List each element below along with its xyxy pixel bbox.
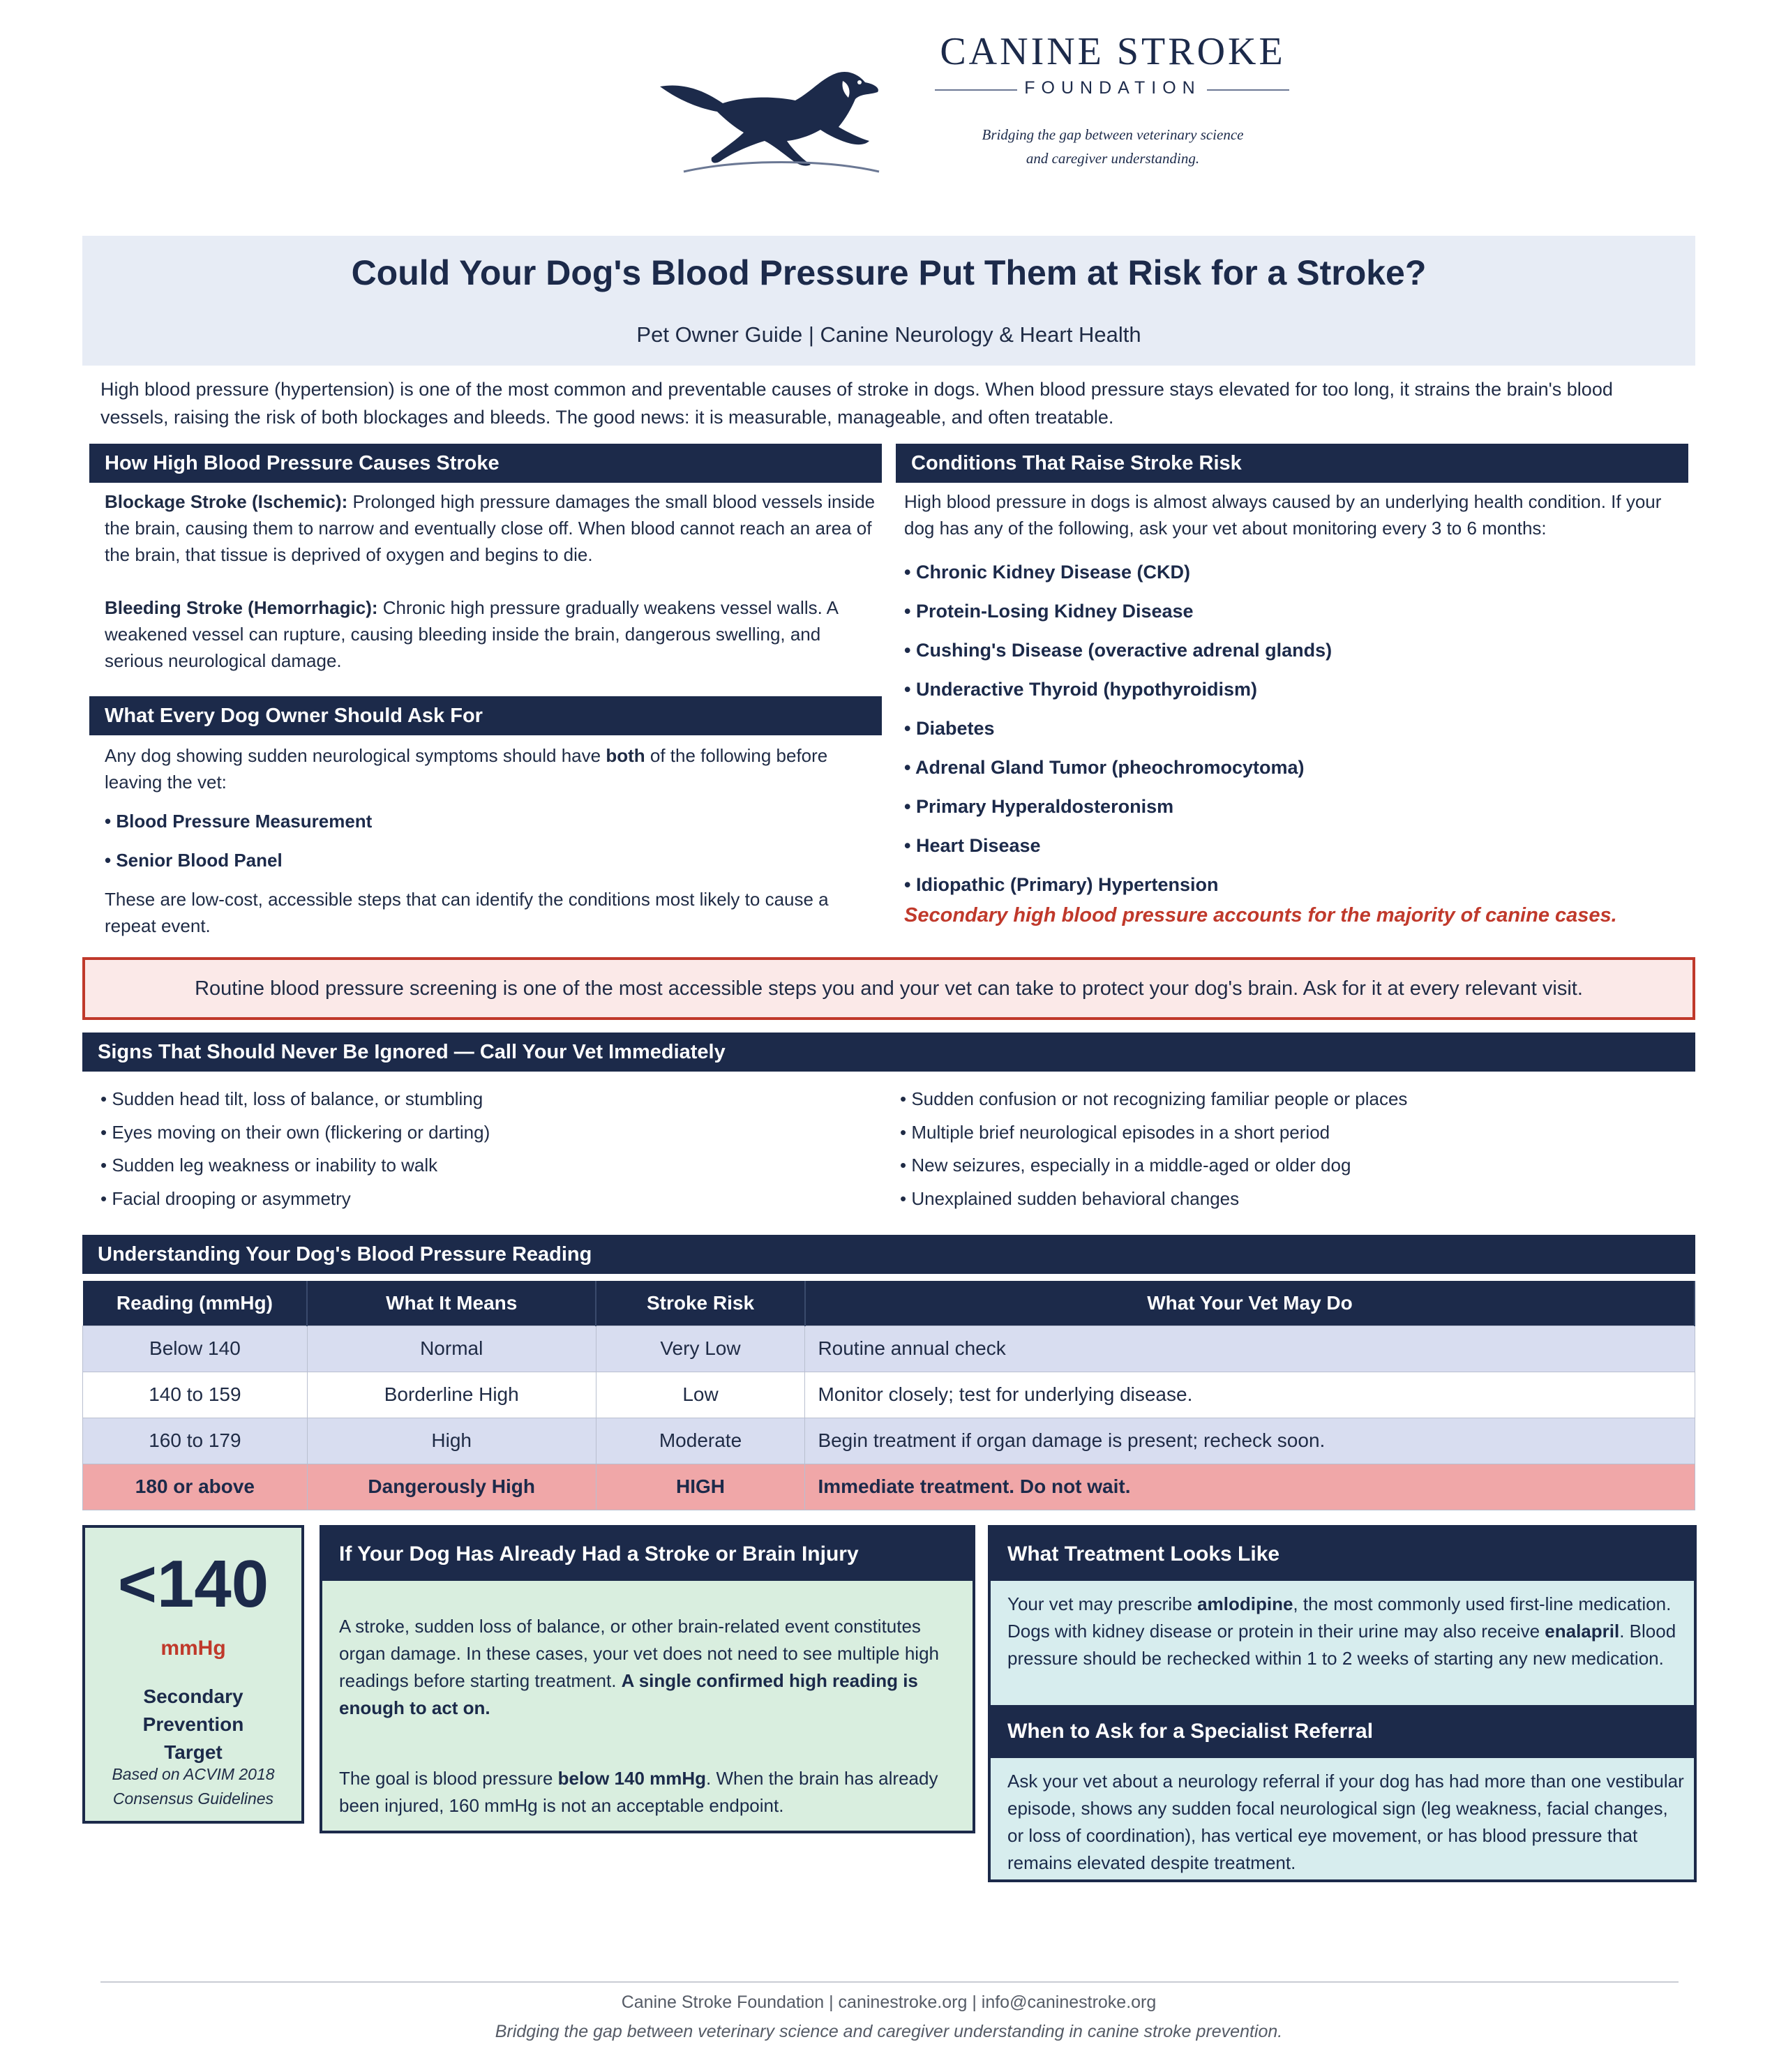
list-item: • Sudden head tilt, loss of balance, or stumbling [100, 1088, 483, 1109]
table-cell: Normal [307, 1326, 596, 1372]
signs-list-right [900, 1083, 1688, 1215]
table-cell: Low [596, 1372, 805, 1418]
list-item: • Primary Hyperaldosteronism [904, 796, 1174, 817]
column-header: Stroke Risk [596, 1281, 805, 1326]
list-item: • Diabetes [904, 718, 995, 739]
target-box [82, 1525, 304, 1824]
list-item: • Cushing's Disease (overactive adrenal glands) [904, 640, 1333, 661]
screening-callout: Routine blood pressure screening is one of the most accessible steps you and your vet can take to protect your dog's brain. Ask for it at every relevant visit. [82, 957, 1695, 1020]
list-item: • Heart Disease [904, 835, 1041, 856]
brand-tagline [935, 123, 1291, 170]
footer-divider [100, 1981, 1679, 1983]
table-section-heading: Understanding Your Dog's Blood Pressure Reading [82, 1235, 1695, 1274]
how-section-body [105, 488, 879, 674]
footer-contact: Canine Stroke Foundation | caninestroke.org | info@caninestroke.org [621, 1992, 1157, 2012]
column-header: Reading (mmHg) [83, 1281, 308, 1326]
bleeding-label: Bleeding Stroke (Hemorrhagic): [105, 597, 378, 618]
list-item: • Unexplained sudden behavioral changes [900, 1187, 1240, 1209]
column-header: What It Means [307, 1281, 596, 1326]
table-cell: 160 to 179 [83, 1418, 308, 1464]
signs-list-left [100, 1083, 889, 1215]
list-item: • Chronic Kidney Disease (CKD) [904, 562, 1191, 583]
table-header-row [83, 1281, 1695, 1326]
brand-tagline-line2: and caregiver understanding. [1026, 150, 1200, 167]
table-cell: 180 or above [83, 1464, 308, 1510]
conditions-section-heading: Conditions That Raise Stroke Risk [896, 444, 1688, 483]
table-cell: Monitor closely; test for underlying disease. [805, 1372, 1695, 1418]
bleeding-paragraph [105, 594, 879, 674]
target-note: Based on ACVIM 2018 Consensus Guidelines [112, 1765, 275, 1808]
footer-tagline: Bridging the gap between veterinary science and caregiver understanding in canine stroke prevention. [495, 2022, 1283, 2041]
table-row-danger [83, 1464, 1695, 1510]
list-item: • Sudden leg weakness or inability to walk [100, 1155, 438, 1176]
table-row [83, 1326, 1695, 1372]
table-row [83, 1372, 1695, 1418]
ask-item: • Blood Pressure Measurement [105, 811, 373, 832]
prior-stroke-bold: A single confirmed high reading is enough to act on. [339, 1670, 918, 1718]
goal-text-end: . When the brain has already been injured, 160 mmHg is not an acceptable endpoint. [339, 1768, 938, 1816]
list-item: • Facial drooping or asymmetry [100, 1187, 351, 1209]
ask-section-body [105, 742, 879, 939]
page-title: Could Your Dog's Blood Pressure Put Them at Risk for a Stroke? [351, 253, 1427, 292]
bp-reading-table [82, 1281, 1695, 1510]
drug-name: enalapril [1545, 1621, 1620, 1642]
ask-intro-bold: both [606, 745, 645, 766]
column-header: What Your Vet May Do [805, 1281, 1695, 1326]
table-cell: 140 to 159 [83, 1372, 308, 1418]
ask-intro-text-end: of the following before leaving the vet: [105, 745, 828, 793]
blockage-text: Prolonged high pressure damages the small blood vessels inside the brain, causing them to narrow and eventually close off. When blood cannot reach an area of the brain, that tissue is deprived of oxygen and begins to die. [105, 491, 876, 565]
treatment-text: . Blood pressure should be rechecked within 1 to 2 weeks of starting any new medication. [1007, 1621, 1676, 1669]
table-cell: Immediate treatment. Do not wait. [805, 1464, 1695, 1510]
prior-stroke-goal [339, 1765, 953, 1819]
brand-name: CANINE STROKE [940, 30, 1286, 73]
table-cell: Borderline High [307, 1372, 596, 1418]
ask-intro-text: Any dog showing sudden neurological symptoms should have [105, 745, 606, 766]
divider [1207, 89, 1289, 91]
signs-section-heading: Signs That Should Never Be Ignored — Call Your Vet Immediately [82, 1033, 1695, 1072]
target-value: <140 [117, 1547, 269, 1621]
goal-text: The goal is blood pressure [339, 1768, 558, 1789]
blockage-paragraph [105, 488, 879, 568]
treatment-heading: What Treatment Looks Like [991, 1528, 1694, 1581]
bleeding-text: Chronic high pressure gradually weakens vessel walls. A weakened vessel can rupture, causing bleeding inside the brain, dangerous swelling, and serious neurological damage. [105, 597, 838, 671]
table-cell: Dangerously High [307, 1464, 596, 1510]
how-section-heading: How High Blood Pressure Causes Stroke [89, 444, 882, 483]
running-dog-icon [656, 63, 893, 181]
target-unit: mmHg [160, 1637, 226, 1660]
table-row [83, 1418, 1695, 1464]
referral-heading: When to Ask for a Specialist Referral [991, 1705, 1694, 1758]
treatment-paragraph [1007, 1591, 1684, 1672]
table-cell: High [307, 1418, 596, 1464]
prior-stroke-paragraph [339, 1613, 953, 1722]
table-cell: HIGH [596, 1464, 805, 1510]
goal-bold: below 140 mmHg [557, 1768, 707, 1789]
intro-paragraph: High blood pressure (hypertension) is one of the most common and preventable causes of stroke in dogs. When blood pressure stays elevated for too long, it strains the brain's blood vessels, raising the risk of both blockages and bleeds. The good news: it is measurable, manageable, and often treatable. [100, 379, 1613, 428]
prior-stroke-heading: If Your Dog Has Already Had a Stroke or Brain Injury [322, 1528, 973, 1581]
brand-subname: FOUNDATION [1024, 78, 1201, 98]
list-item: • Multiple brief neurological episodes in a short period [900, 1121, 1330, 1143]
table-cell: Very Low [596, 1326, 805, 1372]
treatment-text: , the most commonly used first-line medication. Dogs with kidney disease or protein in their urine may also receive [1007, 1593, 1672, 1642]
list-item: • Eyes moving on their own (flickering or darting) [100, 1121, 490, 1143]
ask-item: • Senior Blood Panel [105, 850, 283, 871]
list-item: • Idiopathic (Primary) Hypertension [904, 874, 1219, 895]
treatment-text: Your vet may prescribe [1007, 1593, 1198, 1614]
conditions-list [904, 553, 1679, 904]
blockage-label: Blockage Stroke (Ischemic): [105, 491, 348, 512]
list-item: • Adrenal Gland Tumor (pheochromocytoma) [904, 757, 1305, 778]
prior-stroke-text: A stroke, sudden loss of balance, or other brain-related event constitutes organ damage. In these cases, your vet does not need to see multiple high readings before starting treatment. [339, 1616, 939, 1691]
referral-paragraph: Ask your vet about a neurology referral if your dog has had more than one vestibular episode, shows any sudden focal neurological sign (leg weakness, facial changes, or loss of coordination), has vertical eye movement, or has blood pressure that remains elevated despite treatment. [1007, 1771, 1684, 1873]
prior-stroke-box [320, 1525, 975, 1833]
ask-closing: These are low-cost, accessible steps that can identify the conditions most likely to cause a repeat event. [105, 889, 829, 936]
table-cell: Below 140 [83, 1326, 308, 1372]
table-cell: Routine annual check [805, 1326, 1695, 1372]
treatment-box [988, 1525, 1697, 1882]
table-cell: Begin treatment if organ damage is present; recheck soon. [805, 1418, 1695, 1464]
conditions-intro: High blood pressure in dogs is almost always caused by an underlying health condition. If your dog has any of the following, ask your vet about monitoring every 3 to 6 months: [904, 491, 1662, 539]
list-item: • Protein-Losing Kidney Disease [904, 601, 1194, 622]
conditions-note: Secondary high blood pressure accounts for the majority of canine cases. [904, 904, 1617, 926]
list-item: • Underactive Thyroid (hypothyroidism) [904, 679, 1258, 700]
list-item: • Sudden confusion or not recognizing familiar people or places [900, 1088, 1408, 1109]
ask-section-heading: What Every Dog Owner Should Ask For [89, 696, 882, 735]
target-label: Secondary Prevention Target [142, 1686, 244, 1763]
list-item: • New seizures, especially in a middle-aged or older dog [900, 1155, 1351, 1176]
table-cell: Moderate [596, 1418, 805, 1464]
drug-name: amlodipine [1197, 1593, 1293, 1614]
page-subtitle: Pet Owner Guide | Canine Neurology & Heart Health [636, 322, 1141, 347]
ask-intro [105, 742, 879, 795]
brand-tagline-line1: Bridging the gap between veterinary science [982, 126, 1244, 143]
